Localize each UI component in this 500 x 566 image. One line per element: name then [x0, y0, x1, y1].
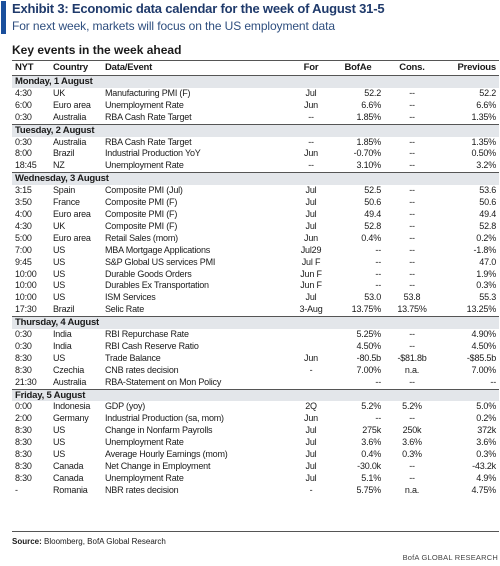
- country-cell: UK: [53, 87, 66, 98]
- cons-cell: --: [409, 111, 415, 122]
- title-accent-bar: [1, 1, 6, 34]
- previous-cell: 3.6%: [476, 437, 496, 448]
- time-cell: 3:15: [15, 185, 32, 196]
- country-cell: Euro area: [53, 232, 91, 243]
- calendar-table: [12, 60, 499, 497]
- bofae-cell: --: [375, 413, 381, 424]
- previous-cell: 1.35%: [471, 111, 496, 122]
- country-cell: Spain: [53, 185, 76, 196]
- bofae-cell: 275k: [362, 425, 381, 436]
- day-label: Tuesday, 2 August: [12, 124, 499, 136]
- country-cell: India: [53, 329, 72, 340]
- day-label: Wednesday, 3 August: [12, 173, 499, 185]
- event-cell: CNB rates decision: [105, 364, 179, 375]
- previous-cell: -43.2k: [472, 461, 496, 471]
- event-cell: Retail Sales (mom): [105, 232, 178, 243]
- cons-cell: 0.3%: [402, 449, 422, 460]
- research-credit: BofA GLOBAL RESEARCH: [402, 553, 498, 562]
- previous-cell: 4.50%: [471, 340, 496, 351]
- cons-cell: n.a.: [404, 364, 420, 375]
- for-cell: Jul F: [301, 256, 321, 267]
- bofae-cell: 52.5: [364, 185, 381, 196]
- bofae-cell: 1.85%: [356, 111, 381, 122]
- event-cell: Trade Balance: [105, 352, 161, 363]
- time-cell: 8:00: [15, 148, 32, 159]
- previous-cell: 50.6: [479, 197, 496, 208]
- bofae-cell: 0.4%: [361, 232, 381, 243]
- cons-cell: --: [409, 461, 415, 471]
- source-text: Bloomberg, BofA Global Research: [44, 537, 166, 546]
- day-header-row: [12, 317, 499, 329]
- table-row: [12, 100, 499, 112]
- for-cell: Jun: [304, 99, 318, 110]
- column-header-previous: Previous: [440, 61, 499, 76]
- event-cell: Composite PMI (F): [105, 220, 178, 231]
- bofae-cell: --: [375, 256, 381, 267]
- cons-cell: 3.6%: [402, 437, 422, 448]
- previous-cell: 6.6%: [476, 99, 496, 110]
- country-cell: US: [53, 244, 66, 255]
- country-cell: Czechia: [53, 364, 85, 375]
- cons-cell: 250k: [402, 425, 422, 436]
- table-row: [12, 160, 499, 172]
- bofae-cell: 13.75%: [351, 304, 381, 315]
- bofae-cell: --: [375, 244, 381, 255]
- previous-cell: 3.2%: [476, 160, 496, 171]
- table-row: [12, 292, 499, 304]
- event-cell: Industrial Production YoY: [105, 148, 201, 159]
- for-cell: Jul: [305, 292, 317, 303]
- for-cell: Jul29: [300, 244, 322, 255]
- time-cell: 10:00: [15, 292, 37, 303]
- column-header-country: Country: [50, 61, 102, 76]
- bofae-cell: --: [375, 376, 381, 387]
- for-cell: -: [309, 364, 313, 375]
- time-cell: 9:45: [15, 256, 32, 267]
- exhibit-title: Exhibit 3: Economic data calendar for the week of August 31-5: [12, 1, 385, 16]
- previous-cell: 55.3: [479, 292, 496, 303]
- table-row: [12, 304, 499, 316]
- table-row: [12, 413, 499, 425]
- table-row: [12, 233, 499, 245]
- bofae-cell: -80.5b: [356, 352, 381, 363]
- event-cell: Net Change in Employment: [105, 461, 211, 471]
- time-cell: 0:30: [15, 136, 32, 147]
- country-cell: Indonesia: [53, 401, 91, 412]
- cons-cell: --: [409, 256, 415, 267]
- time-cell: 8:30: [15, 461, 32, 471]
- previous-cell: 7.00%: [471, 364, 496, 375]
- event-cell: Selic Rate: [105, 304, 145, 315]
- table-header-row: [12, 61, 499, 76]
- previous-cell: 52.8: [479, 220, 496, 231]
- bofae-cell: --: [375, 268, 381, 279]
- day-header-row: [12, 389, 499, 401]
- table-row: [12, 185, 499, 197]
- day-label: Monday, 1 August: [12, 76, 499, 88]
- time-cell: 3:50: [15, 197, 32, 208]
- for-cell: Jul: [305, 425, 317, 436]
- previous-cell: 13.25%: [466, 304, 496, 315]
- for-cell: Jun: [304, 232, 318, 243]
- section-title: Key events in the week ahead: [12, 43, 182, 57]
- bofae-cell: 49.4: [364, 208, 381, 219]
- event-cell: Manufacturing PMI (F): [105, 87, 191, 98]
- cons-cell: --: [409, 268, 415, 279]
- event-cell: Unemployment Rate: [105, 99, 184, 110]
- previous-cell: 0.3%: [476, 449, 496, 460]
- table-row: [12, 137, 499, 149]
- country-cell: Brazil: [53, 304, 75, 315]
- event-cell: RBI Repurchase Rate: [105, 329, 189, 340]
- cons-cell: --: [409, 244, 415, 255]
- day-header-row: [12, 124, 499, 136]
- cons-cell: --: [409, 148, 415, 159]
- table-row: [12, 280, 499, 292]
- for-cell: --: [308, 160, 314, 171]
- column-header-for: For: [290, 61, 332, 76]
- previous-cell: 4.90%: [471, 329, 496, 340]
- for-cell: Jun: [304, 413, 318, 424]
- bofae-cell: 1.85%: [356, 136, 381, 147]
- table-row: [12, 401, 499, 413]
- event-cell: GDP (yoy): [105, 401, 146, 412]
- cons-cell: 53.8: [403, 292, 421, 303]
- country-cell: Romania: [53, 484, 88, 495]
- event-cell: RBI Cash Reserve Ratio: [105, 340, 199, 351]
- calendar-body: [12, 76, 499, 497]
- cons-cell: --: [409, 160, 415, 171]
- time-cell: 4:00: [15, 208, 32, 219]
- cons-cell: --: [409, 136, 415, 147]
- bofae-cell: 3.10%: [356, 160, 381, 171]
- bofae-cell: 5.2%: [361, 401, 381, 412]
- previous-cell: 0.2%: [476, 232, 496, 243]
- table-row: [12, 197, 499, 209]
- table-row: [12, 485, 499, 497]
- country-cell: India: [53, 340, 72, 351]
- bofae-cell: 5.75%: [356, 484, 381, 495]
- country-cell: US: [53, 425, 66, 436]
- cons-cell: --: [409, 472, 415, 483]
- day-header-row: [12, 76, 499, 88]
- day-label: Thursday, 4 August: [12, 317, 499, 329]
- cons-cell: --: [409, 99, 415, 110]
- day-header-row: [12, 173, 499, 185]
- table-row: [12, 221, 499, 233]
- bofae-cell: 52.8: [364, 220, 381, 231]
- country-cell: NZ: [53, 160, 65, 171]
- time-cell: 10:00: [15, 280, 37, 291]
- country-cell: Brazil: [53, 148, 75, 159]
- table-row: [12, 269, 499, 281]
- time-cell: 2:00: [15, 413, 32, 424]
- event-cell: Unemployment Rate: [105, 437, 184, 448]
- previous-cell: -$85.5b: [466, 352, 496, 363]
- column-header-bofae: BofAe: [332, 61, 384, 76]
- cons-cell: 5.2%: [402, 401, 422, 412]
- time-cell: 0:30: [15, 111, 32, 122]
- for-cell: -: [309, 484, 313, 495]
- event-cell: Composite PMI (Jul): [105, 185, 183, 196]
- table-row: [12, 449, 499, 461]
- country-cell: US: [53, 352, 66, 363]
- country-cell: France: [53, 197, 80, 208]
- for-cell: Jul: [305, 449, 317, 460]
- country-cell: US: [53, 292, 66, 303]
- event-cell: Composite PMI (F): [105, 208, 178, 219]
- table-row: [12, 257, 499, 269]
- table-row: [12, 473, 499, 485]
- previous-cell: --: [490, 376, 496, 387]
- event-cell: RBA-Statement on Mon Policy: [105, 376, 222, 387]
- for-cell: 3-Aug: [299, 304, 323, 315]
- country-cell: US: [53, 449, 66, 460]
- event-cell: Durable Goods Orders: [105, 268, 192, 279]
- table-row: [12, 461, 499, 473]
- event-cell: ISM Services: [105, 292, 156, 303]
- time-cell: 8:30: [15, 437, 32, 448]
- event-cell: Change in Nonfarm Payrolls: [105, 425, 213, 436]
- table-row: [12, 112, 499, 124]
- previous-cell: 47.0: [479, 256, 496, 267]
- previous-cell: 5.0%: [476, 401, 496, 412]
- event-cell: S&P Global US services PMI: [105, 256, 216, 267]
- source-note: [12, 537, 166, 546]
- table-row: [12, 377, 499, 389]
- previous-cell: 1.35%: [471, 136, 496, 147]
- cons-cell: --: [409, 340, 415, 351]
- cons-cell: n.a.: [404, 484, 420, 495]
- time-cell: 8:30: [15, 352, 32, 363]
- previous-cell: 52.2: [479, 87, 496, 98]
- cons-cell: --: [409, 185, 415, 196]
- time-cell: 8:30: [15, 425, 32, 436]
- country-cell: US: [53, 437, 66, 448]
- table-row: [12, 329, 499, 341]
- event-cell: NBR rates decision: [105, 484, 179, 495]
- cons-cell: --: [409, 220, 415, 231]
- time-cell: 21:30: [15, 376, 37, 387]
- cons-cell: --: [409, 197, 415, 208]
- for-cell: Jul: [305, 437, 317, 448]
- previous-cell: 4.75%: [471, 484, 496, 495]
- for-cell: --: [308, 111, 314, 122]
- previous-cell: 372k: [477, 425, 496, 436]
- for-cell: Jun F: [300, 280, 322, 291]
- bofae-cell: 3.6%: [361, 437, 381, 448]
- previous-cell: 0.50%: [471, 148, 496, 159]
- event-cell: Composite PMI (F): [105, 197, 178, 208]
- previous-cell: 49.4: [479, 208, 496, 219]
- country-cell: Australia: [53, 376, 87, 387]
- event-cell: Unemployment Rate: [105, 472, 184, 483]
- for-cell: [290, 341, 332, 353]
- table-row: [12, 88, 499, 100]
- event-cell: Durables Ex Transportation: [105, 280, 209, 291]
- event-cell: MBA Mortgage Applications: [105, 244, 211, 255]
- for-cell: Jun F: [300, 268, 322, 279]
- event-cell: RBA Cash Rate Target: [105, 136, 192, 147]
- table-row: [12, 425, 499, 437]
- table-row: [12, 245, 499, 257]
- bofae-cell: -30.0k: [357, 461, 381, 471]
- time-cell: -: [15, 484, 18, 495]
- cons-cell: --: [409, 329, 415, 340]
- event-cell: RBA Cash Rate Target: [105, 111, 192, 122]
- time-cell: 8:30: [15, 449, 32, 460]
- event-cell: Industrial Production (sa, mom): [105, 413, 224, 424]
- country-cell: Germany: [53, 413, 89, 424]
- previous-cell: 4.9%: [476, 472, 496, 483]
- bofae-cell: 0.4%: [361, 449, 381, 460]
- cons-cell: --: [409, 280, 415, 291]
- time-cell: 0:00: [15, 401, 32, 412]
- time-cell: 17:30: [15, 304, 37, 315]
- column-header-nyt: NYT: [12, 61, 50, 76]
- for-cell: Jul: [305, 472, 317, 483]
- time-cell: 5:00: [15, 232, 32, 243]
- bofae-cell: --: [375, 280, 381, 291]
- bottom-rule: [12, 531, 499, 532]
- time-cell: 8:30: [15, 472, 32, 483]
- event-cell: Average Hourly Earnings (mom): [105, 449, 228, 460]
- day-label: Friday, 5 August: [12, 389, 499, 401]
- bofae-cell: -0.70%: [353, 148, 381, 159]
- country-cell: Australia: [53, 111, 87, 122]
- table-row: [12, 365, 499, 377]
- source-label: Source:: [12, 537, 42, 546]
- country-cell: Canada: [53, 461, 84, 471]
- bofae-cell: 52.2: [364, 87, 381, 98]
- bofae-cell: 4.50%: [356, 340, 381, 351]
- cons-cell: --: [409, 208, 415, 219]
- bofae-cell: 5.1%: [361, 472, 381, 483]
- country-cell: Euro area: [53, 99, 91, 110]
- for-cell: Jul: [305, 220, 317, 231]
- previous-cell: 53.6: [479, 185, 496, 196]
- country-cell: Euro area: [53, 208, 91, 219]
- for-cell: Jul: [305, 197, 317, 208]
- for-cell: [290, 329, 332, 341]
- for-cell: --: [308, 136, 314, 147]
- column-header-event: Data/Event: [102, 61, 290, 76]
- time-cell: 4:30: [15, 220, 32, 231]
- table-row: [12, 148, 499, 160]
- bofae-cell: 7.00%: [356, 364, 381, 375]
- previous-cell: 0.2%: [476, 413, 496, 424]
- previous-cell: 1.9%: [476, 268, 496, 279]
- for-cell: Jul: [305, 208, 317, 219]
- time-cell: 0:30: [15, 329, 32, 340]
- cons-cell: --: [409, 87, 415, 98]
- previous-cell: 0.3%: [476, 280, 496, 291]
- bofae-cell: 6.6%: [361, 99, 381, 110]
- table-row: [12, 209, 499, 221]
- time-cell: 4:30: [15, 87, 32, 98]
- for-cell: [290, 377, 332, 389]
- time-cell: 0:30: [15, 340, 32, 351]
- cons-cell: --: [409, 232, 415, 243]
- time-cell: 8:30: [15, 364, 32, 375]
- table-row: [12, 353, 499, 365]
- cons-cell: --: [409, 413, 415, 424]
- time-cell: 10:00: [15, 268, 37, 279]
- bofae-cell: 53.0: [364, 292, 381, 303]
- cons-cell: --: [409, 376, 415, 387]
- time-cell: 7:00: [15, 244, 32, 255]
- country-cell: Canada: [53, 472, 84, 483]
- country-cell: US: [53, 256, 66, 267]
- for-cell: Jun: [304, 148, 318, 159]
- column-header-cons: Cons.: [384, 61, 440, 76]
- for-cell: Jul: [305, 185, 317, 196]
- for-cell: Jul: [305, 461, 317, 471]
- exhibit-subtitle: For next week, markets will focus on the US employment data: [12, 19, 335, 33]
- cons-cell: 13.75%: [397, 304, 427, 315]
- country-cell: US: [53, 280, 66, 291]
- bofae-cell: 50.6: [364, 197, 381, 208]
- table-row: [12, 341, 499, 353]
- for-cell: 2Q: [305, 401, 317, 412]
- table-row: [12, 437, 499, 449]
- bofae-cell: 5.25%: [356, 329, 381, 340]
- cons-cell: -$81.8b: [397, 352, 427, 363]
- event-cell: Unemployment Rate: [105, 160, 184, 171]
- previous-cell: -1.8%: [473, 244, 496, 255]
- for-cell: Jun: [304, 352, 318, 363]
- time-cell: 18:45: [15, 160, 37, 171]
- country-cell: US: [53, 268, 66, 279]
- country-cell: UK: [53, 220, 66, 231]
- country-cell: Australia: [53, 136, 87, 147]
- for-cell: Jul: [305, 87, 317, 98]
- time-cell: 6:00: [15, 99, 32, 110]
